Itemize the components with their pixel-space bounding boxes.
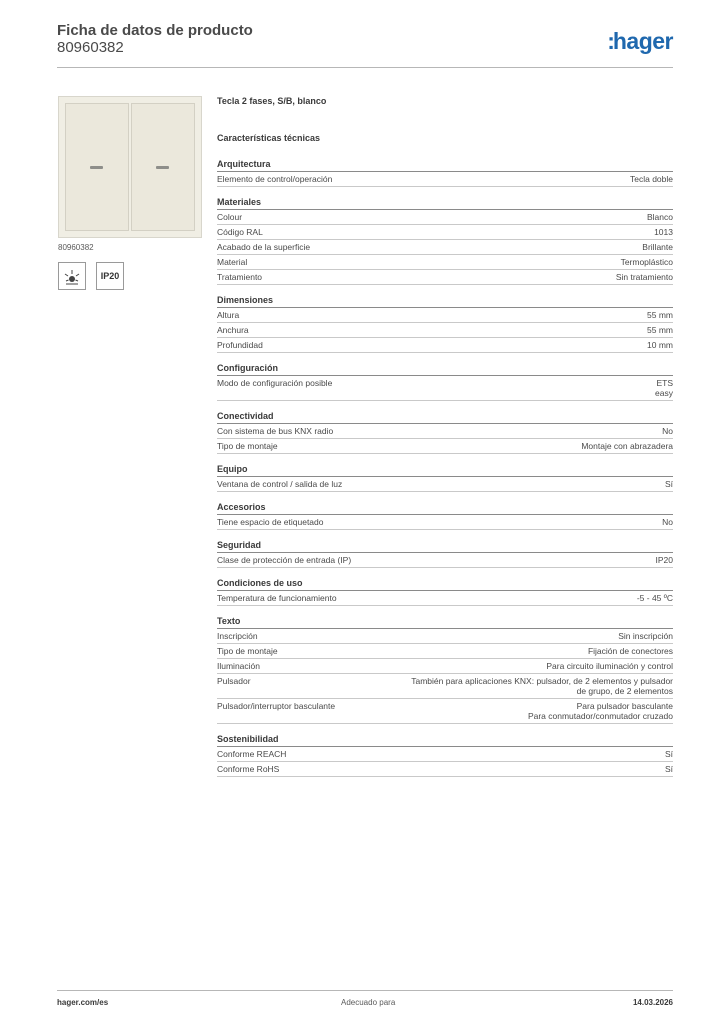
spec-label: Iluminación xyxy=(217,661,260,671)
spec-value xyxy=(332,378,673,398)
product-code: 80960382 xyxy=(57,39,124,56)
spec-value-line: Tecla doble xyxy=(629,174,673,184)
spec-label: Conforme REACH xyxy=(217,749,287,759)
spec-value-line: Sin inscripción xyxy=(618,631,673,641)
spec-row xyxy=(217,644,673,659)
section-title: Configuración xyxy=(217,363,673,376)
spec-row xyxy=(217,210,673,225)
spec-value-line: También para aplicaciones KNX: pulsador, de 2 elementos y pulsador xyxy=(411,676,673,686)
led-window-icon xyxy=(156,166,169,169)
spec-value-line: Para circuito iluminación y control xyxy=(546,661,673,671)
spec-value-line: Para conmutador/conmutador cruzado xyxy=(527,711,673,721)
spec-section xyxy=(217,159,673,187)
spec-value-line: No xyxy=(662,517,673,527)
header-divider xyxy=(57,67,673,68)
spec-label: Código RAL xyxy=(217,227,263,237)
spec-row xyxy=(217,762,673,777)
spec-value-line: Blanco xyxy=(647,212,673,222)
spec-value xyxy=(260,661,673,671)
spec-section xyxy=(217,464,673,492)
section-title: Seguridad xyxy=(217,540,673,553)
spec-section xyxy=(217,197,673,285)
spec-label: Tratamiento xyxy=(217,272,263,282)
footer-website[interactable]: hager.com/es xyxy=(57,998,109,1007)
spec-label: Ventana de control / salida de luz xyxy=(217,479,343,489)
spec-value-line: Brillante xyxy=(642,242,673,252)
spec-value xyxy=(351,555,673,565)
tech-heading: Características técnicas xyxy=(217,133,321,143)
spec-label: Temperatura de funcionamiento xyxy=(217,593,337,603)
spec-label: Material xyxy=(217,257,248,267)
spec-row xyxy=(217,172,673,187)
footer-note: Adecuado para xyxy=(341,998,396,1007)
section-title: Equipo xyxy=(217,464,673,477)
section-title: Conectividad xyxy=(217,411,673,424)
spec-label: Anchura xyxy=(217,325,249,335)
spec-row xyxy=(217,424,673,439)
spec-label: Tiene espacio de etiquetado xyxy=(217,517,324,527)
section-title: Dimensiones xyxy=(217,295,673,308)
spec-label: Colour xyxy=(217,212,243,222)
spec-value xyxy=(279,764,673,774)
spec-section xyxy=(217,734,673,777)
spec-label: Con sistema de bus KNX radio xyxy=(217,426,334,436)
spec-value-line: 55 mm xyxy=(647,310,673,320)
logo-text: hager xyxy=(612,28,673,54)
spec-value-line: Sí xyxy=(664,764,673,774)
light-icon xyxy=(58,262,86,290)
spec-value-line: 55 mm xyxy=(647,325,673,335)
spec-label: Clase de protección de entrada (IP) xyxy=(217,555,352,565)
footer-divider xyxy=(57,990,673,991)
spec-value xyxy=(263,340,673,350)
footer-date: 14.03.2026 xyxy=(632,998,673,1007)
spec-row xyxy=(217,699,673,724)
spec-value-line: -5 - 45 ºC xyxy=(636,593,673,603)
spec-label: Modo de configuración posible xyxy=(217,378,333,388)
spec-row xyxy=(217,674,673,699)
spec-sections xyxy=(217,159,673,777)
spec-value-line: Fijación de conectores xyxy=(587,646,673,656)
spec-value xyxy=(324,517,674,527)
spec-value-line: Sí xyxy=(664,479,673,489)
product-name: Tecla 2 fases, S/B, blanco xyxy=(217,96,327,106)
section-title: Texto xyxy=(217,616,673,629)
spec-label: Tipo de montaje xyxy=(217,441,278,451)
spec-label: Conforme RoHS xyxy=(217,764,280,774)
spec-row xyxy=(217,439,673,454)
rocker-right xyxy=(131,103,195,231)
spec-content xyxy=(217,96,673,787)
spec-value xyxy=(242,212,673,222)
spec-row xyxy=(217,308,673,323)
spec-value xyxy=(263,227,673,237)
spec-row xyxy=(217,477,673,492)
spec-label: Pulsador xyxy=(217,676,251,686)
spec-section xyxy=(217,502,673,530)
spec-value xyxy=(239,310,673,320)
spec-section xyxy=(217,578,673,606)
spec-row xyxy=(217,553,673,568)
spec-label: Inscripción xyxy=(217,631,258,641)
page-title: Ficha de datos de producto xyxy=(57,22,253,39)
spec-label: Elemento de control/operación xyxy=(217,174,333,184)
spec-row xyxy=(217,659,673,674)
spec-value-line: IP20 xyxy=(655,555,673,565)
spec-value-line: easy xyxy=(655,388,673,398)
spec-label: Altura xyxy=(217,310,240,320)
spec-value-line: 10 mm xyxy=(647,340,673,350)
section-title: Condiciones de uso xyxy=(217,578,673,591)
section-title: Sostenibilidad xyxy=(217,734,673,747)
spec-value xyxy=(247,257,673,267)
spec-label: Profundidad xyxy=(217,340,263,350)
spec-row xyxy=(217,629,673,644)
spec-section xyxy=(217,363,673,401)
spec-value-line: Sin tratamiento xyxy=(615,272,673,282)
spec-section xyxy=(217,411,673,454)
spec-row xyxy=(217,225,673,240)
spec-value xyxy=(333,426,673,436)
spec-row xyxy=(217,270,673,285)
spec-value xyxy=(310,242,673,252)
spec-row xyxy=(217,255,673,270)
spec-row xyxy=(217,591,673,606)
spec-value-line: Para pulsador basculante xyxy=(576,701,673,711)
spec-value-line: No xyxy=(662,426,673,436)
section-title: Materiales xyxy=(217,197,673,210)
spec-value xyxy=(249,325,673,335)
spec-value xyxy=(342,479,673,489)
spec-value-line: Sí xyxy=(664,749,673,759)
spec-value-line: ETS xyxy=(656,378,673,388)
image-caption: 80960382 xyxy=(58,243,94,252)
spec-section xyxy=(217,295,673,353)
spec-row xyxy=(217,338,673,353)
spec-label: Tipo de montaje xyxy=(217,646,278,656)
ip20-icon xyxy=(96,262,124,290)
spec-row xyxy=(217,240,673,255)
section-title: Accesorios xyxy=(217,502,673,515)
led-window-icon xyxy=(90,166,103,169)
spec-value xyxy=(337,593,673,603)
spec-label: Acabado de la superficie xyxy=(217,242,311,252)
spec-value xyxy=(278,646,673,656)
spec-value xyxy=(278,441,673,451)
ip20-label: IP20 xyxy=(100,271,120,281)
spec-value-line: de grupo, de 2 elementos xyxy=(576,686,673,696)
spec-value xyxy=(251,676,673,696)
page-header xyxy=(57,22,673,68)
spec-value-line: Termoplástico xyxy=(620,257,673,267)
rocker-left xyxy=(65,103,129,231)
product-image xyxy=(58,96,202,238)
spec-row xyxy=(217,515,673,530)
hager-logo[interactable] xyxy=(607,28,673,55)
section-title: Arquitectura xyxy=(217,159,673,172)
spec-value xyxy=(286,749,673,759)
spec-value xyxy=(332,174,673,184)
spec-value-line: Montaje con abrazadera xyxy=(581,441,673,451)
spec-row xyxy=(217,747,673,762)
spec-label: Pulsador/interruptor basculante xyxy=(217,701,336,711)
spec-row xyxy=(217,376,673,401)
logo-dots-icon: : xyxy=(607,28,613,54)
spec-section xyxy=(217,616,673,724)
spec-section xyxy=(217,540,673,568)
spec-value xyxy=(335,701,673,721)
spec-value-line: 1013 xyxy=(654,227,673,237)
spec-row xyxy=(217,323,673,338)
spec-value xyxy=(258,631,673,641)
spec-value xyxy=(262,272,673,282)
